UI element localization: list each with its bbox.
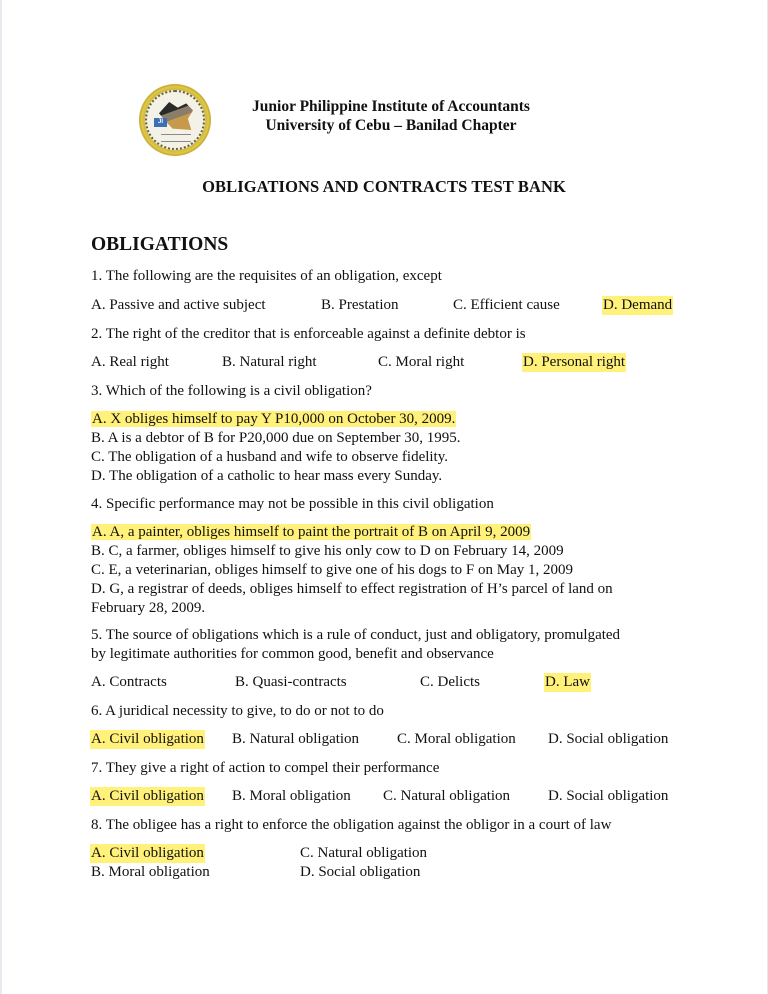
q8-option-a-answer: A. Civil obligation <box>91 845 204 861</box>
q2-option-c: C. Moral right <box>378 354 465 370</box>
organization-name <box>221 97 561 135</box>
question-1-stem: 1. The following are the requisites of an obligation, except <box>91 268 442 284</box>
q5-option-d-answer: D. Law <box>545 674 590 690</box>
q4-option-d-continued: February 28, 2009. <box>91 600 206 616</box>
question-3-stem: 3. Which of the following is a civil obligation? <box>91 383 372 399</box>
q6-option-a-answer: A. Civil obligation <box>91 731 204 747</box>
org-line-1: Junior Philippine Institute of Accountants <box>252 98 530 115</box>
q8-option-b: B. Moral obligation <box>91 864 210 880</box>
q5-option-a: A. Contracts <box>91 674 167 690</box>
section-heading: OBLIGATIONS <box>91 234 229 255</box>
q8-option-d: D. Social obligation <box>300 864 421 880</box>
q5-option-b: B. Quasi-contracts <box>235 674 347 690</box>
page-edge <box>0 0 2 994</box>
q3-options <box>91 410 461 486</box>
jpia-logo-icon <box>139 84 211 156</box>
q7-option-a-answer: A. Civil obligation <box>91 788 204 804</box>
question-6-stem: 6. A juridical necessity to give, to do or not to do <box>91 703 384 719</box>
q6-option-b: B. Natural obligation <box>232 731 360 747</box>
document-title: OBLIGATIONS AND CONTRACTS TEST BANK <box>202 177 566 196</box>
q2-option-d-answer: D. Personal right <box>523 354 626 370</box>
q4-option-a-answer: A. A, a painter, obliges himself to paint the portrait of B on April 9, 2009 <box>92 524 531 540</box>
q4-option-d: D. G, a registrar of deeds, obliges himself to effect registration of H’s parcel of land on <box>91 581 613 597</box>
question-5-stem-line-2: by legitimate authorities for common good, benefit and observance <box>91 646 494 662</box>
question-5-stem-line-1: 5. The source of obligations which is a rule of conduct, just and obligatory, promulgated <box>91 627 621 643</box>
q1-option-c: C. Efficient cause <box>453 297 560 313</box>
q1-option-a: A. Passive and active subject <box>91 297 266 313</box>
q7-option-c: C. Natural obligation <box>383 788 511 804</box>
document-header <box>139 84 599 156</box>
q4-options <box>91 523 613 618</box>
q2-option-a: A. Real right <box>91 354 169 370</box>
question-2-stem: 2. The right of the creditor that is enforceable against a definite debtor is <box>91 326 526 342</box>
q1-option-d-answer: D. Demand <box>603 297 673 313</box>
q2-option-b: B. Natural right <box>222 354 317 370</box>
question-4-stem: 4. Specific performance may not be possible in this civil obligation <box>91 496 494 512</box>
q6-option-d: D. Social obligation <box>548 731 669 747</box>
q3-option-b: B. A is a debtor of B for P20,000 due on September 30, 1995. <box>91 430 461 446</box>
q6-option-c: C. Moral obligation <box>397 731 516 747</box>
question-8-stem: 8. The obligee has a right to enforce the obligation against the obligor in a court of law <box>91 817 612 833</box>
q3-option-d: D. The obligation of a catholic to hear mass every Sunday. <box>91 468 443 484</box>
q4-option-b: B. C, a farmer, obliges himself to give his only cow to D on February 14, 2009 <box>91 543 564 559</box>
org-line-2: University of Cebu – Banilad Chapter <box>265 117 517 134</box>
q7-option-d: D. Social obligation <box>548 788 669 804</box>
q8-option-c: C. Natural obligation <box>300 845 428 861</box>
question-7-stem: 7. They give a right of action to compel their performance <box>91 760 440 776</box>
q4-option-c: C. E, a veterinarian, obliges himself to give one of his dogs to F on May 1, 2009 <box>91 562 574 578</box>
q5-option-c: C. Delicts <box>420 674 480 690</box>
q3-option-a-answer: A. X obliges himself to pay Y P10,000 on October 30, 2009. <box>92 411 456 427</box>
q1-option-b: B. Prestation <box>321 297 399 313</box>
q3-option-c: C. The obligation of a husband and wife to observe fidelity. <box>91 449 449 465</box>
logo-caption <box>161 134 191 142</box>
logo-badge: JI <box>154 118 167 127</box>
q7-option-b: B. Moral obligation <box>232 788 351 804</box>
